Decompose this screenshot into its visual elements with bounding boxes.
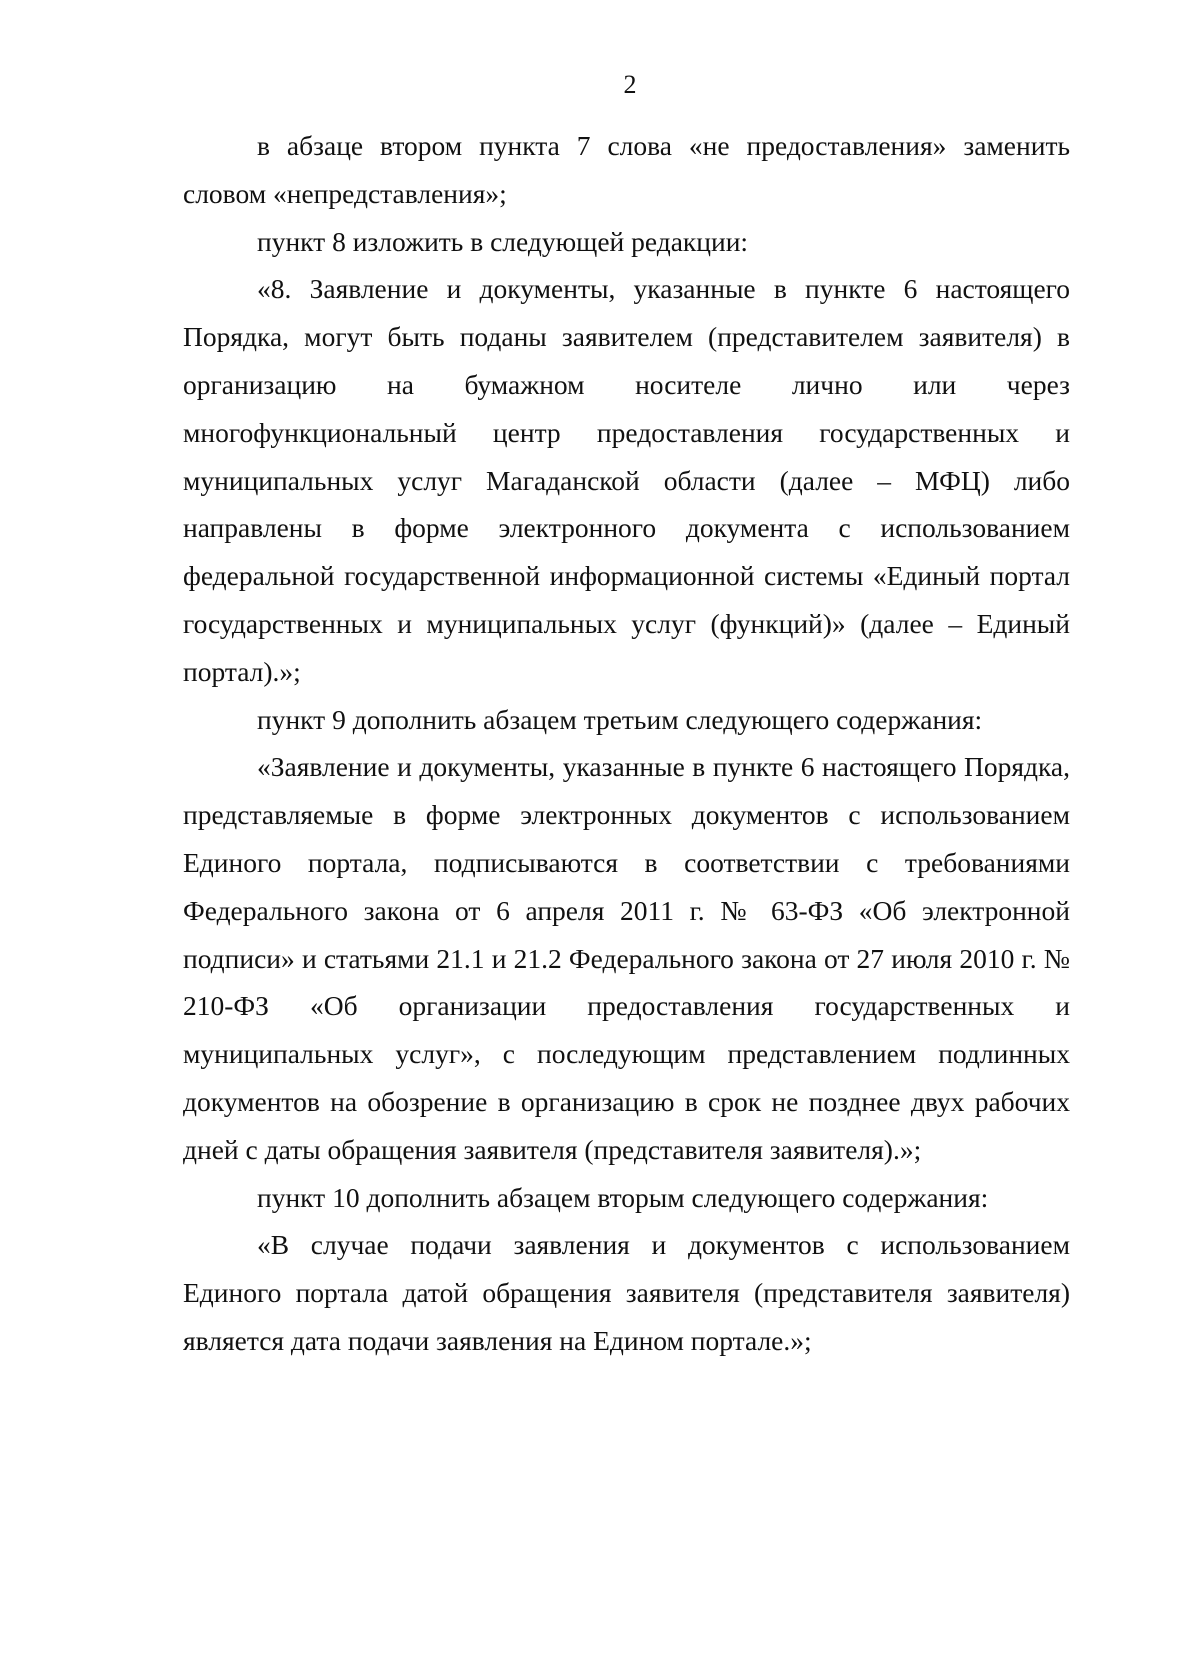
paragraph-point-8-intro: пункт 8 изложить в следующей редакции: <box>257 225 749 257</box>
paragraph-point-10-text: «В случае подачи заявления и документов с использованием Единого портала датой обращения заявителя (представителя заявителя) является дата подачи заявления на Едином портале.»; <box>183 1229 1070 1356</box>
document-body <box>183 122 1070 1365</box>
paragraph-point-9-intro: пункт 9 дополнить абзацем третьим следующего содержания: <box>257 703 983 735</box>
paragraph-point-8-text: «8. Заявление и документы, указанные в пункте 6 настоящего Порядка, могут быть поданы заявителем (представителем заявителя) в организацию на бумажном носителе лично или через многофункциональный центр предоставления государственных и муниципальных услуг Магаданской области (далее – МФЦ) либо направлены в форме электронного документа с использованием федеральной государственной информационной системы «Единый портал государственных и муниципальных услуг (функций)» (далее – Единый портал).»; <box>183 273 1070 687</box>
paragraph-amend-point-7: в абзаце втором пункта 7 слова «не предоставления» заменить словом «непредставления»; <box>183 130 1070 209</box>
page-number: 2 <box>623 70 637 99</box>
paragraph-point-9-text: «Заявление и документы, указанные в пункте 6 настоящего Порядка, представляемые в форме электронных документов с использованием Единого портала, подписываются в соответствии с требованиями Федерального закона от 6 апреля 2011 г. № 63-ФЗ «Об электронной подписи» и статьями 21.1 и 21.2 Федерального закона от 27 июля 2010 г. № 210-ФЗ «Об организации предоставления государственных и муниципальных услуг», с последующим представлением подлинных документов на обозрение в организацию в срок не позднее двух рабочих дней с даты обращения заявителя (представителя заявителя).»; <box>183 751 1070 1165</box>
paragraph-point-10-intro: пункт 10 дополнить абзацем вторым следующего содержания: <box>257 1181 989 1213</box>
